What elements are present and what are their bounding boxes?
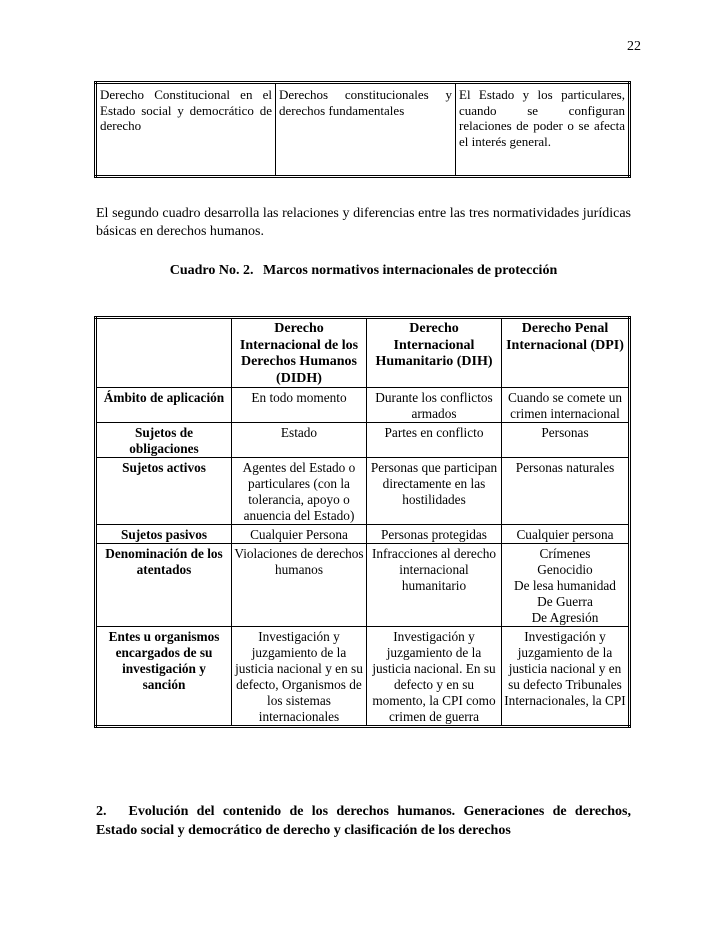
table-cell: Violaciones de derechos humanos (232, 544, 367, 627)
table-cell: Cualquier persona (502, 525, 630, 544)
table-caption (96, 263, 631, 279)
table-cell: Investigación y juzgamiento de la justicia nacional y en su defecto, Organismos de los sistemas internacionales (232, 627, 367, 727)
table-cell: Durante los conflictos armados (367, 388, 502, 423)
table-cell: Derecho Constitucional en el Estado social y democrático de derecho (96, 83, 276, 177)
row-label: Ámbito de aplicación (96, 388, 232, 423)
table-cell: En todo momento (232, 388, 367, 423)
list-item: Crímenes (539, 546, 591, 561)
list-item: De Agresión (531, 610, 599, 625)
table-cell: Personas (502, 423, 630, 458)
frameworks-table (94, 316, 631, 728)
section-heading (96, 802, 631, 840)
table-cell: Investigación y juzgamiento de la justicia nacional y en su defecto Tribunales Internacionales, la CPI (502, 627, 630, 727)
table-row (96, 544, 630, 627)
list-item: De Guerra (537, 594, 593, 609)
table-cell: Personas naturales (502, 458, 630, 525)
section-heading-text: Evolución del contenido de los derechos humanos. Generaciones de derechos, Estado social y democrático de derecho y clasificación de los derechos (96, 804, 631, 838)
table-cell: Investigación y juzgamiento de la justicia nacional. En su defecto y en su momento, la CPI como crimen de guerra (367, 627, 502, 727)
table-row (96, 458, 630, 525)
table-row (96, 423, 630, 458)
column-header-didh: Derecho Internacional de los Derechos Humanos (DIDH) (232, 318, 367, 388)
list-item: De lesa humanidad (514, 578, 616, 593)
intro-paragraph: El segundo cuadro desarrolla las relaciones y diferencias entre las tres normatividades jurídicas básicas en derechos humanos. (96, 206, 631, 239)
table-cell: Infracciones al derecho internacional humanitario (367, 544, 502, 627)
table-cell: Partes en conflicto (367, 423, 502, 458)
table-cell: Agentes del Estado o particulares (con la tolerancia, apoyo o anuencia del Estado) (232, 458, 367, 525)
table-cell: Derechos constitucionales y derechos fundamentales (276, 83, 456, 177)
list-item: Genocidio (537, 562, 593, 577)
caption-title: Marcos normativos internacionales de protección (263, 263, 558, 278)
table-row (96, 388, 630, 423)
table-row (96, 525, 630, 544)
continued-table (94, 81, 631, 178)
section-number: 2. (96, 804, 107, 819)
row-label: Entes u organismos encargados de su investigación y sanción (96, 627, 232, 727)
table-header-row (96, 318, 630, 388)
row-label: Sujetos activos (96, 458, 232, 525)
caption-label: Cuadro No. 2. (169, 263, 254, 278)
table-cell: El Estado y los particulares, cuando se configuran relaciones de poder o se afecta el interés general. (459, 87, 625, 149)
table-cell-list (502, 544, 630, 627)
table-cell: Personas protegidas (367, 525, 502, 544)
column-header-dpi: Derecho Penal Internacional (DPI) (502, 318, 630, 388)
table-cell: Personas que participan directamente en las hostilidades (367, 458, 502, 525)
table-cell: Estado (232, 423, 367, 458)
table-cell: Cuando se comete un crimen internacional (502, 388, 630, 423)
table-cell: Cualquier Persona (232, 525, 367, 544)
row-label: Sujetos de obligaciones (96, 423, 232, 458)
table-row (96, 627, 630, 727)
row-label: Denominación de los atentados (96, 544, 232, 627)
header-corner-cell (96, 318, 232, 388)
table-row (96, 83, 630, 177)
page-number: 22 (627, 39, 641, 54)
row-label: Sujetos pasivos (96, 525, 232, 544)
column-header-dih: Derecho Internacional Humanitario (DIH) (367, 318, 502, 388)
